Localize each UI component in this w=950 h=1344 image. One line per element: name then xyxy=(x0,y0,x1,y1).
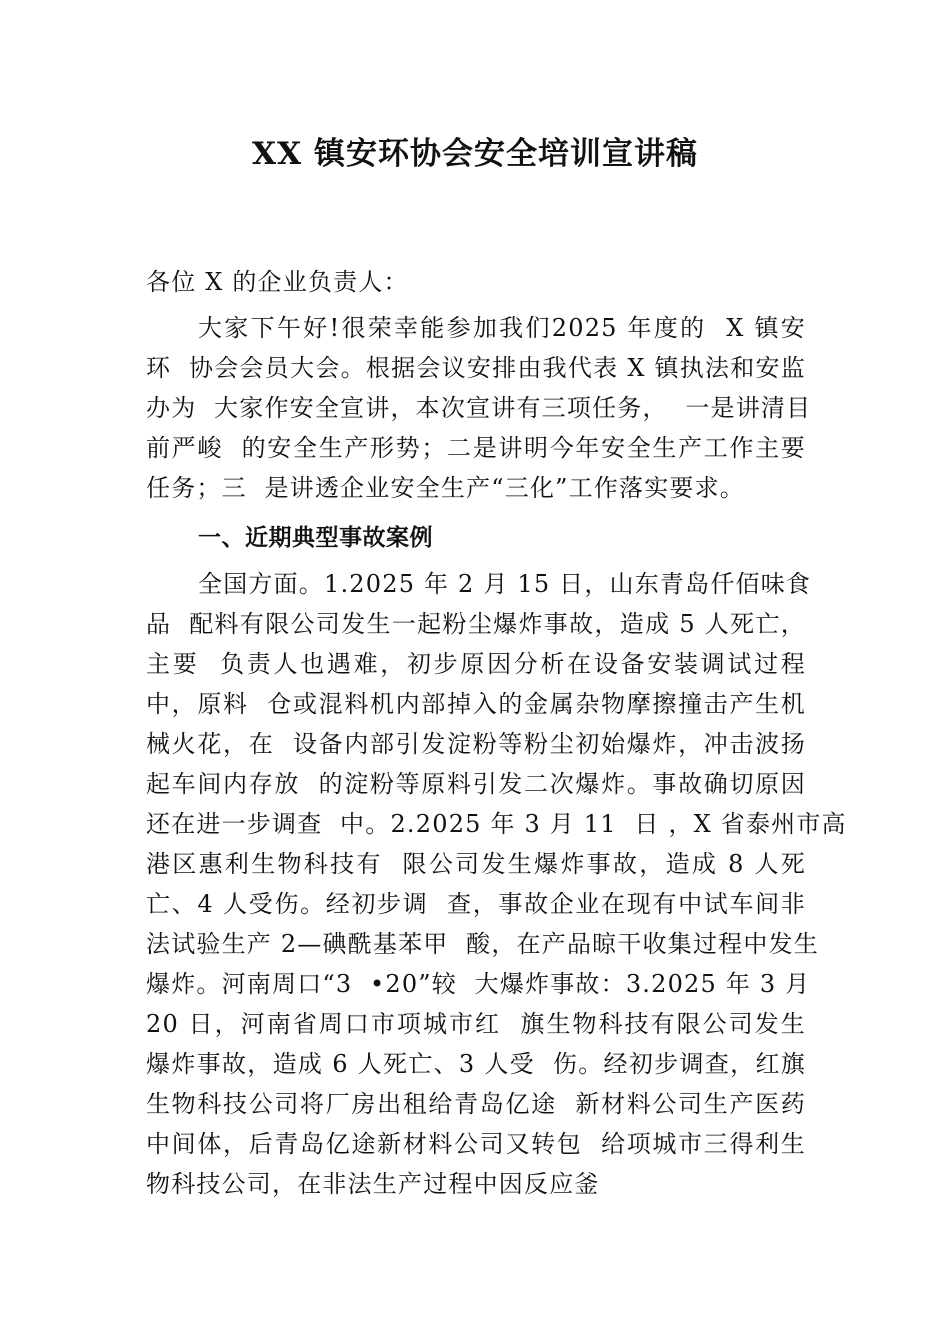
paragraph-1-line-1: 大家下午好!很荣幸能参加我们2025 年度的 X 镇安 xyxy=(198,314,806,342)
paragraph-2-line-2: 品 配料有限公司发生一起粉尘爆炸事故，造成 5 人死亡， xyxy=(146,610,806,638)
paragraph-2-line-3: 主要 负责人也遇难，初步原因分析在设备安装调试过程 xyxy=(146,650,806,678)
paragraph-2-line-16: 物科技公司，在非法生产过程中因反应釜 xyxy=(146,1170,600,1198)
paragraph-2-line-1: 全国方面。1.2025 年 2 月 15 日，山东青岛仟佰味食 xyxy=(198,570,812,598)
salutation: 各位 X 的企业负责人： xyxy=(146,268,409,296)
paragraph-2-line-13: 爆炸事故，造成 6 人死亡、3 人受 伤。经初步调查，红旗 xyxy=(146,1050,806,1078)
paragraph-1-line-4: 前严峻 的安全生产形势；二是讲明今年安全生产工作主要 xyxy=(146,434,806,462)
paragraph-1-line-2: 环 协会会员大会。根据会议安排由我代表 X 镇执法和安监 xyxy=(146,354,806,382)
paragraph-2-line-10: 法试验生产 2—碘酰基苯甲 酸，在产品晾干收集过程中发生 xyxy=(146,930,819,958)
paragraph-2-line-5: 械火花，在 设备内部引发淀粉等粉尘初始爆炸，冲击波扬 xyxy=(146,730,806,758)
paragraph-1-line-3: 办为 大家作安全宣讲，本次宣讲有三项任务， 一是讲清目 xyxy=(146,394,812,422)
section-1-heading: 一、近期典型事故案例 xyxy=(198,525,433,551)
paragraph-1-line-5: 任务；三 是讲透企业安全生产“三化”工作落实要求。 xyxy=(146,474,745,502)
paragraph-2-line-12: 20 日，河南省周口市项城市红 旗生物科技有限公司发生 xyxy=(146,1010,806,1038)
paragraph-2-line-9: 亡、4 人受伤。经初步调 查，事故企业在现有中试车间非 xyxy=(146,890,806,918)
paragraph-2-line-6: 起车间内存放 的淀粉等原料引发二次爆炸。事故确切原因 xyxy=(146,770,806,798)
paragraph-2-line-8: 港区惠利生物科技有 限公司发生爆炸事故，造成 8 人死 xyxy=(146,850,806,878)
paragraph-2-line-4: 中，原料 仓或混料机内部掉入的金属杂物摩擦撞击产生机 xyxy=(146,690,806,718)
paragraph-2-line-14: 生物科技公司将厂房出租给青岛亿途 新材料公司生产医药 xyxy=(146,1090,806,1118)
paragraph-2-line-7: 还在进一步调查 中。2.2025 年 3 月 11 日 ，X 省泰州市高 xyxy=(146,810,847,838)
paragraph-2-line-15: 中间体，后青岛亿途新材料公司又转包 给项城市三得利生 xyxy=(146,1130,806,1158)
document-title: XX 镇安环协会安全培训宣讲稿 xyxy=(252,136,698,172)
paragraph-2-line-11: 爆炸。河南周口“3 •20”较 大爆炸事故：3.2025 年 3 月 xyxy=(146,970,811,998)
